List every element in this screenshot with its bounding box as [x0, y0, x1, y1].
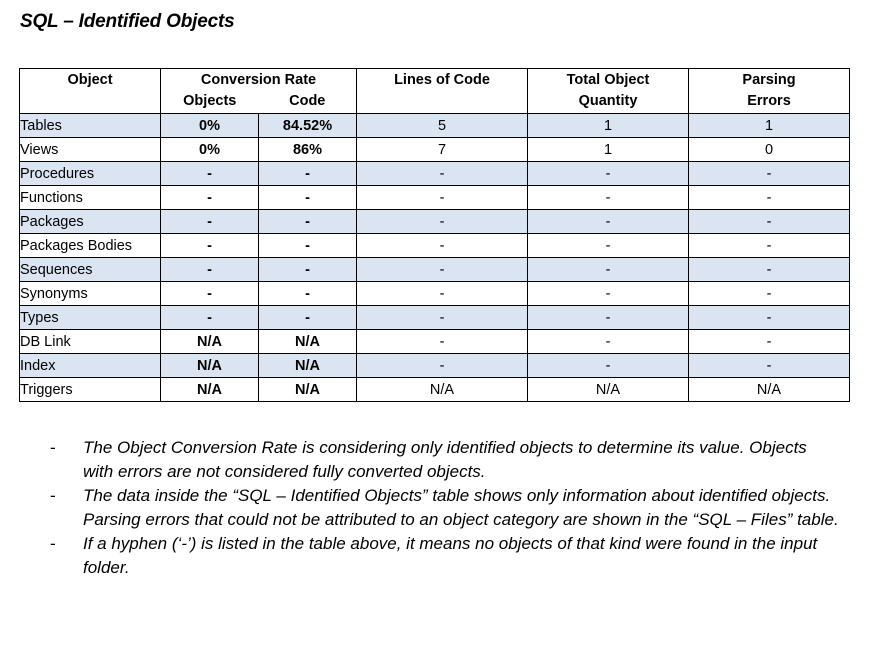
objects-rate-cell: - — [161, 186, 259, 210]
total-quantity-cell: - — [528, 354, 689, 378]
object-cell: Triggers — [20, 378, 161, 402]
note-item — [50, 532, 840, 580]
code-rate-cell: 86% — [259, 138, 357, 162]
table-row — [20, 138, 850, 162]
code-rate-cell: N/A — [259, 354, 357, 378]
note-text: If a hyphen (‘-’) is listed in the table above, it means no objects of that kind were found in the input folder. — [83, 534, 818, 577]
object-cell: DB Link — [20, 330, 161, 354]
parsing-errors-cell: N/A — [689, 378, 850, 402]
total-quantity-cell: - — [528, 162, 689, 186]
parsing-errors-cell: - — [689, 186, 850, 210]
parsing-errors-cell: 1 — [689, 114, 850, 138]
table-row — [20, 114, 850, 138]
objects-rate-cell: 0% — [161, 138, 259, 162]
lines-of-code-cell: 5 — [357, 114, 528, 138]
header-total-object-quantity: Total Object Quantity — [528, 69, 689, 114]
table-row — [20, 186, 850, 210]
notes-list — [50, 436, 840, 580]
lines-of-code-cell: - — [357, 330, 528, 354]
lines-of-code-cell: - — [357, 354, 528, 378]
objects-rate-cell: - — [161, 162, 259, 186]
objects-rate-cell: N/A — [161, 354, 259, 378]
lines-of-code-cell: - — [357, 234, 528, 258]
note-text: The Object Conversion Rate is considering only identified objects to determine its value. Objects with errors are not considered fully converted objects. — [83, 438, 807, 481]
lines-of-code-cell: - — [357, 162, 528, 186]
identified-objects-table — [19, 68, 850, 402]
parsing-errors-cell: - — [689, 282, 850, 306]
page-title: SQL – Identified Objects — [20, 11, 235, 32]
code-rate-cell: - — [259, 282, 357, 306]
objects-rate-cell: N/A — [161, 378, 259, 402]
note-text: The data inside the “SQL – Identified Objects” table shows only information about identified objects. Parsing errors that could not be attributed to an object category are shown in the “SQL – Files” table. — [83, 486, 839, 529]
object-cell: Types — [20, 306, 161, 330]
parsing-errors-cell: - — [689, 258, 850, 282]
table-row — [20, 162, 850, 186]
total-quantity-cell: 1 — [528, 114, 689, 138]
total-quantity-cell: - — [528, 306, 689, 330]
parsing-errors-cell: 0 — [689, 138, 850, 162]
parsing-errors-cell: - — [689, 330, 850, 354]
header-object: Object — [20, 69, 161, 114]
object-cell: Synonyms — [20, 282, 161, 306]
total-quantity-cell: - — [528, 258, 689, 282]
objects-rate-cell: - — [161, 306, 259, 330]
table-row — [20, 210, 850, 234]
object-cell: Views — [20, 138, 161, 162]
lines-of-code-cell: - — [357, 186, 528, 210]
objects-rate-cell: - — [161, 282, 259, 306]
parsing-errors-cell: - — [689, 306, 850, 330]
lines-of-code-cell: - — [357, 306, 528, 330]
parsing-errors-cell: - — [689, 210, 850, 234]
parsing-errors-cell: - — [689, 162, 850, 186]
table-row — [20, 354, 850, 378]
object-cell: Sequences — [20, 258, 161, 282]
header-objects: Objects — [183, 93, 237, 109]
objects-rate-cell: - — [161, 258, 259, 282]
code-rate-cell: - — [259, 258, 357, 282]
header-code: Code — [289, 93, 326, 109]
note-bullet: - — [50, 438, 56, 457]
total-quantity-cell: - — [528, 330, 689, 354]
table-header-row — [20, 69, 850, 114]
total-quantity-cell: 1 — [528, 138, 689, 162]
table-row — [20, 282, 850, 306]
total-quantity-cell: - — [528, 282, 689, 306]
code-rate-cell: - — [259, 306, 357, 330]
parsing-errors-cell: - — [689, 234, 850, 258]
total-quantity-cell: - — [528, 210, 689, 234]
object-cell: Functions — [20, 186, 161, 210]
note-item — [50, 484, 840, 532]
note-bullet: - — [50, 534, 56, 553]
objects-rate-cell: - — [161, 234, 259, 258]
object-cell: Procedures — [20, 162, 161, 186]
lines-of-code-cell: - — [357, 258, 528, 282]
table-row — [20, 234, 850, 258]
lines-of-code-cell: - — [357, 210, 528, 234]
objects-rate-cell: 0% — [161, 114, 259, 138]
code-rate-cell: N/A — [259, 330, 357, 354]
total-quantity-cell: - — [528, 186, 689, 210]
code-rate-cell: - — [259, 210, 357, 234]
header-parsing-errors: Parsing Errors — [689, 69, 850, 114]
code-rate-cell: - — [259, 234, 357, 258]
code-rate-cell: - — [259, 162, 357, 186]
table-row — [20, 330, 850, 354]
table-row — [20, 306, 850, 330]
code-rate-cell: 84.52% — [259, 114, 357, 138]
object-cell: Packages — [20, 210, 161, 234]
parsing-errors-cell: - — [689, 354, 850, 378]
objects-rate-cell: N/A — [161, 330, 259, 354]
object-cell: Index — [20, 354, 161, 378]
objects-rate-cell: - — [161, 210, 259, 234]
note-item — [50, 436, 840, 484]
total-quantity-cell: N/A — [528, 378, 689, 402]
code-rate-cell: N/A — [259, 378, 357, 402]
table-row — [20, 258, 850, 282]
lines-of-code-cell: N/A — [357, 378, 528, 402]
table-row — [20, 378, 850, 402]
note-bullet: - — [50, 486, 56, 505]
header-lines-of-code: Lines of Code — [357, 69, 528, 114]
object-cell: Packages Bodies — [20, 234, 161, 258]
code-rate-cell: - — [259, 186, 357, 210]
lines-of-code-cell: 7 — [357, 138, 528, 162]
lines-of-code-cell: - — [357, 282, 528, 306]
object-cell: Tables — [20, 114, 161, 138]
total-quantity-cell: - — [528, 234, 689, 258]
header-conversion-rate: Conversion Rate Objects Code — [161, 69, 357, 114]
